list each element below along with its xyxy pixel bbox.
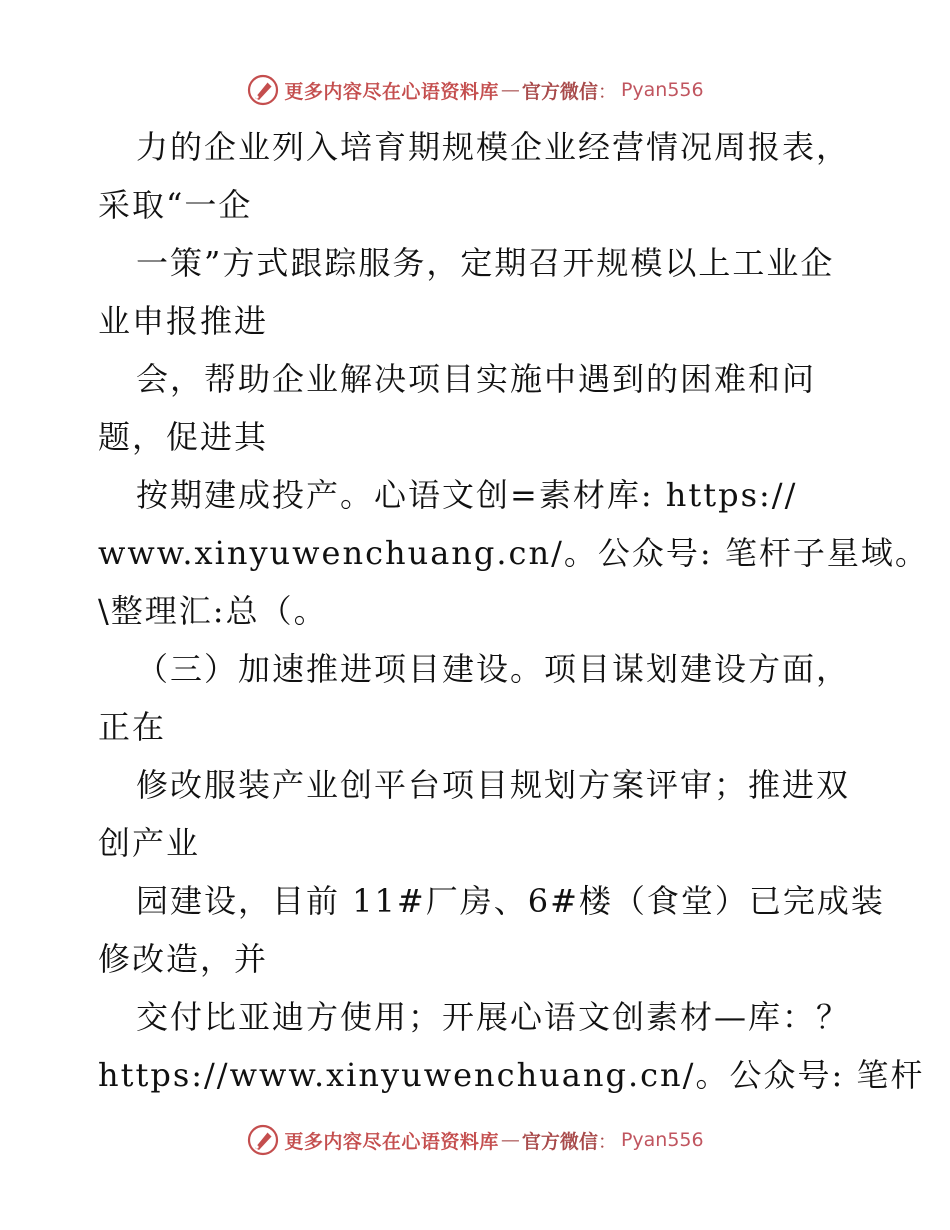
- text-line-10: （三）加速推进项目建设。项目谋划建设方面，: [136, 650, 851, 688]
- pen-nib-logo-icon: [246, 1123, 280, 1157]
- banner-dash: —: [500, 1129, 520, 1151]
- text-line-4: 业申报推进: [98, 302, 269, 340]
- text-line-9: \整理汇:总（。: [98, 592, 328, 630]
- banner-wechat-id: Pyan556: [620, 79, 704, 101]
- text-line-6: 题，促进其: [98, 418, 269, 456]
- text-line-15: 修改造，并: [98, 940, 269, 978]
- text-line-7: 按期建成投产。心语文创=素材库: https://: [136, 476, 798, 514]
- text-line-13: 创产业: [98, 824, 201, 862]
- text-line-14: 园建设，目前 11#厂房、6#楼（食堂）已完成装: [136, 882, 885, 920]
- header-banner: [0, 70, 950, 110]
- text-line-3: 一策”方式跟踪服务，定期召开规模以上工业企: [136, 244, 835, 282]
- banner-dash: —: [500, 79, 520, 101]
- text-line-2: 采取“一企: [98, 186, 253, 224]
- banner-separator: ：: [597, 1130, 617, 1153]
- document-body: [98, 118, 929, 1104]
- text-line-11: 正在: [98, 708, 167, 746]
- banner-wechat-label: 官方微信: [521, 80, 598, 103]
- banner-main-text: 更多内容尽在心语资料库: [284, 1130, 499, 1153]
- text-line-17: https://www.xinyuwenchuang.cn/。公众号: 笔杆: [98, 1056, 925, 1094]
- banner-wechat-label: 官方微信: [521, 1130, 598, 1153]
- text-line-1: 力的企业列入培育期规模企业经营情况周报表，: [136, 128, 851, 166]
- banner-wechat-id: Pyan556: [620, 1129, 704, 1151]
- text-line-5: 会，帮助企业解决项目实施中遇到的困难和问: [136, 360, 817, 398]
- pen-nib-logo-icon: [246, 73, 280, 107]
- text-line-8: www.xinyuwenchuang.cn/。公众号: 笔杆子星域。: [98, 534, 929, 572]
- text-line-12: 修改服装产业创平台项目规划方案评审；推进双: [136, 766, 851, 804]
- banner-separator: ：: [597, 80, 617, 103]
- text-line-16: 交付比亚迪方使用；开展心语文创素材—库：？: [136, 998, 851, 1036]
- footer-banner: [0, 1120, 950, 1160]
- banner-main-text: 更多内容尽在心语资料库: [284, 80, 499, 103]
